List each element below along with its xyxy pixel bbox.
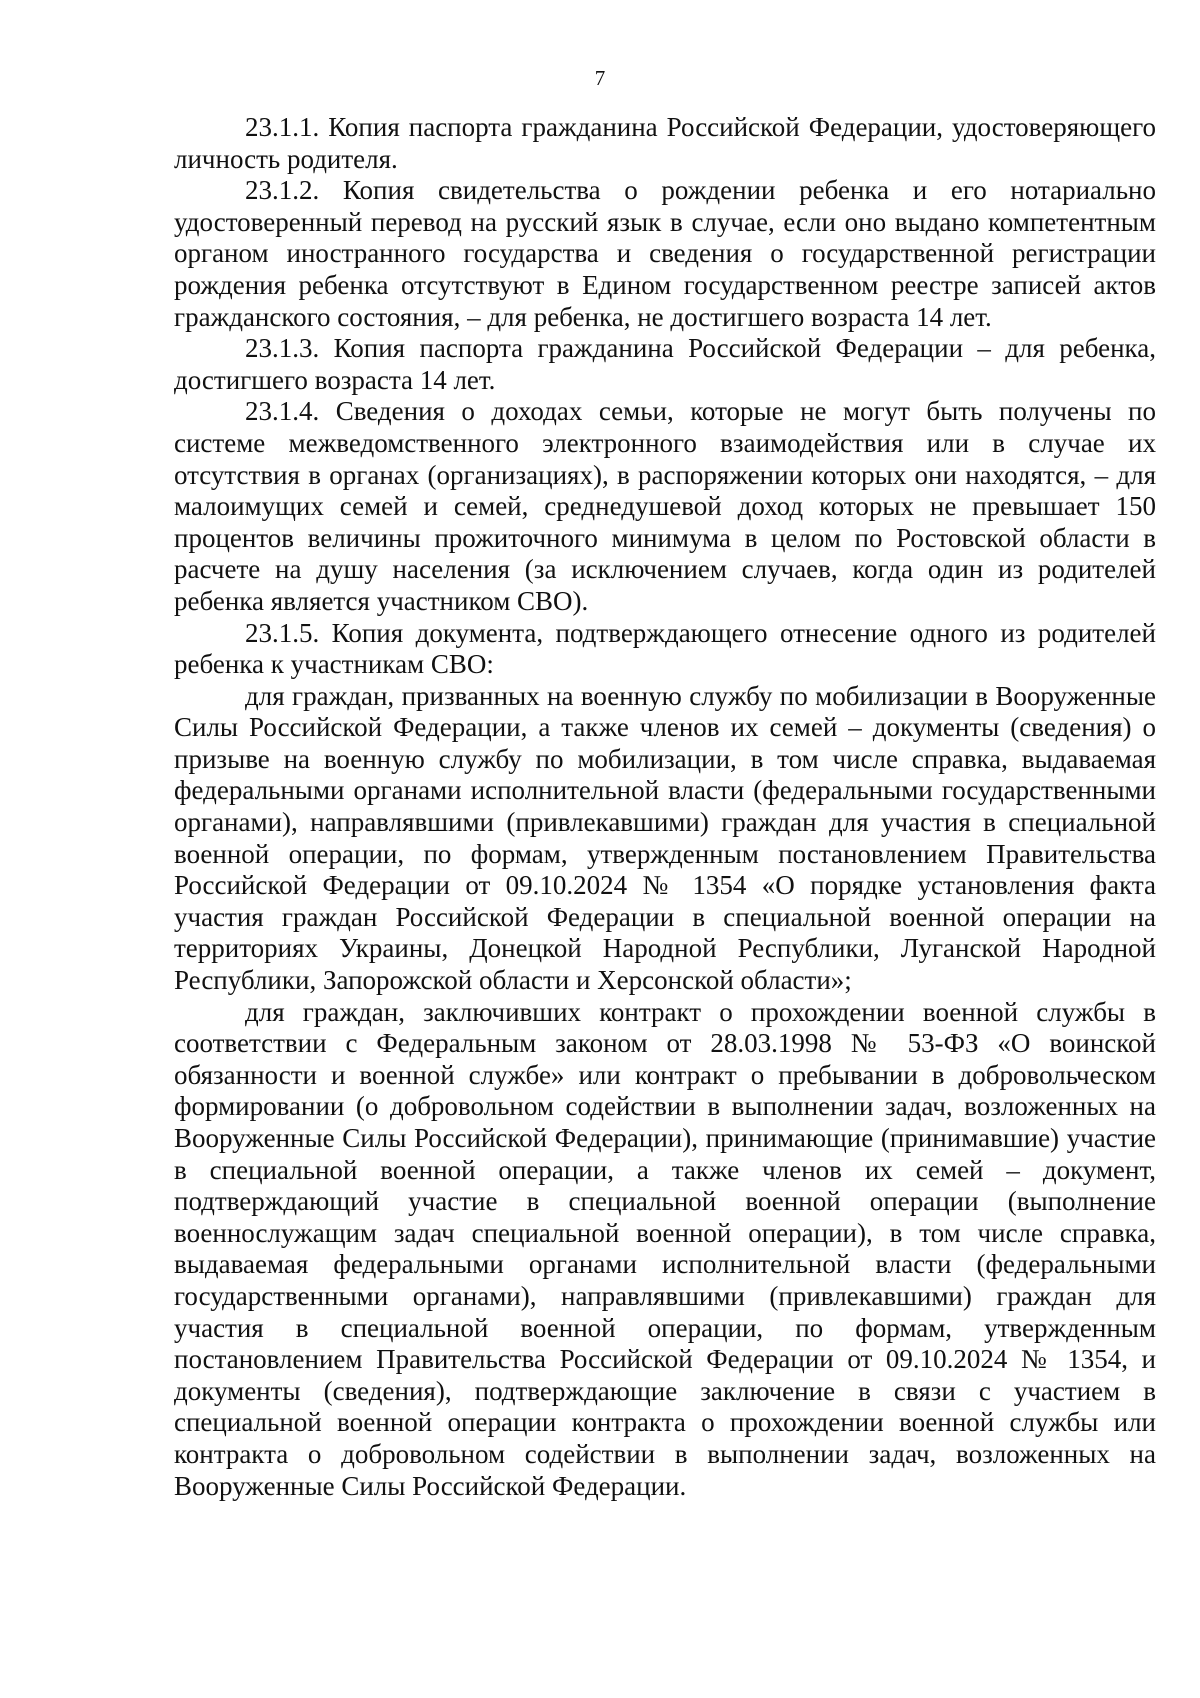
paragraph-23-1-3: 23.1.3. Копия паспорта гражданина Российской Федерации – для ребенка, достигшего возраста 14 лет. [174, 333, 1156, 395]
paragraph-mobilized-citizens: для граждан, призванных на военную службу по мобилизации в Вооруженные Силы Российской Федерации, а также членов их семей – документы (сведения) о призыве на военную службу по мобилизации, в том числе справка, выдаваемая федеральными органами исполнительной власти (федеральными государственными органами), направлявшими (привлекавшими) граждан для участия в специальной военной операции, по формам, утвержденным постановлением Правительства Российской Федерации от 09.10.2024 № 1354 «О порядке установления факта участия граждан Российской Федерации в специальной военной операции на территориях Украины, Донецкой Народной Республики, Луганской Народной Республики, Запорожской области и Херсонской области»; [174, 680, 1156, 996]
paragraph-contract-citizens: для граждан, заключивших контракт о прохождении военной службы в соответствии с Федеральным законом от 28.03.1998 № 53-ФЗ «О воинской обязанности и военной службе» или контракт о пребывании в добровольческом формировании (о добровольном содействии в выполнении задач, возложенных на Вооруженные Силы Российской Федерации), принимающие (принимавшие) участие в специальной военной операции, а также членов их семей – документ, подтверждающий участие в специальной военной операции (выполнение военнослужащим задач специальной военной операции), в том числе справка, выдаваемая федеральными органами исполнительной власти (федеральными государственными органами), направлявшими (привлекавшими) граждан для участия в специальной военной операции, по формам, утвержденным постановлением Правительства Российской Федерации от 09.10.2024 № 1354, и документы (сведения), подтверждающие заключение в связи с участием в специальной военной операции контракта о прохождении военной службы или контракта о добровольном содействии в выполнении задач, возложенных на Вооруженные Силы Российской Федерации. [174, 996, 1156, 1501]
page-number: 7 [594, 66, 606, 90]
paragraph-23-1-2: 23.1.2. Копия свидетельства о рождении ребенка и его нотариально удостоверенный перевод на русский язык в случае, если оно выдано компетентным органом иностранного государства и сведения о государственной регистрации рождения ребенка отсутствуют в Едином государственном реестре записей актов гражданского состояния, – для ребенка, не достигшего возраста 14 лет. [174, 175, 1156, 332]
paragraph-23-1-1: 23.1.1. Копия паспорта гражданина Российской Федерации, удостоверяющего личность родителя. [174, 112, 1156, 174]
paragraph-23-1-4: 23.1.4. Сведения о доходах семьи, которые не могут быть получены по системе межведомственного электронного взаимодействия или в случае их отсутствия в органах (организациях), в распоряжении которых они находятся, – для малоимущих семей и семей, среднедушевой доход которых не превышает 150 процентов величины прожиточного минимума в целом по Ростовской области в расчете на душу населения (за исключением случаев, когда один из родителей ребенка является участником СВО). [174, 396, 1156, 616]
document-body [174, 112, 1156, 1502]
paragraph-23-1-5: 23.1.5. Копия документа, подтверждающего отнесение одного из родителей ребенка к участникам СВО: [174, 617, 1156, 680]
